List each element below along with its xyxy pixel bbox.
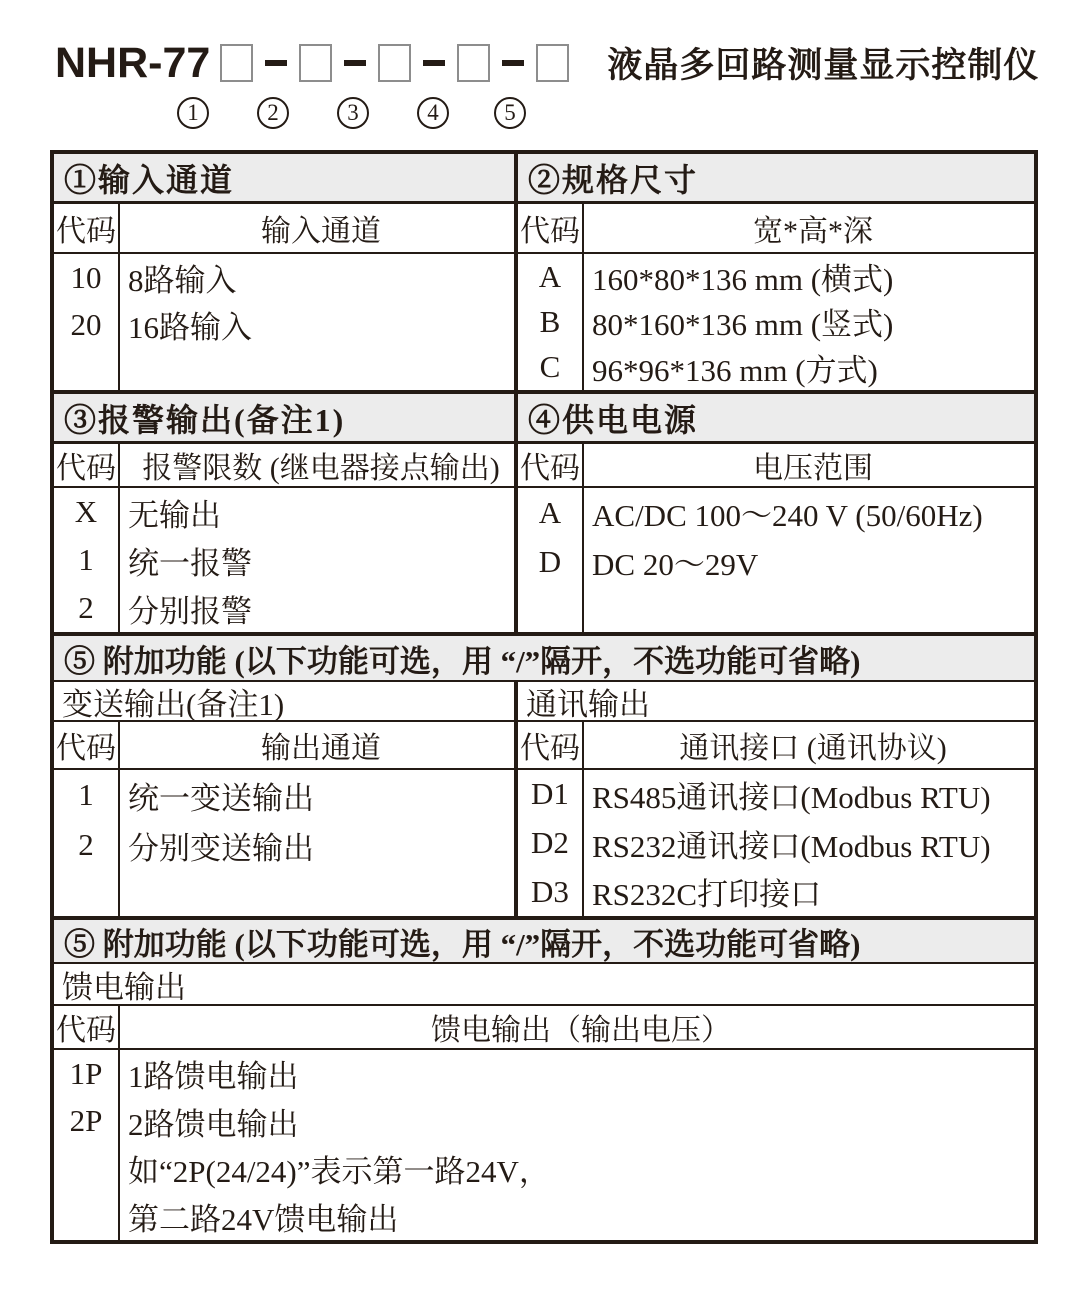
desc-cell: 第二路24V馈电输出 [128,1201,399,1237]
model-code-box-2 [299,44,332,82]
code-cell: 1 [78,542,94,577]
column-header-code: 代码 [518,204,584,252]
section4-banner-row [54,920,1034,964]
desc-cell: RS232C打印接口 [592,877,822,913]
section2-header-row [54,394,1034,444]
model-number-line [55,38,1039,88]
subtitle-feed-output: 馈电输出 [62,969,186,1005]
column-header-code: 代码 [54,722,120,768]
code-cell: 2 [78,590,94,625]
column-header-code: 代码 [518,444,584,486]
code-cell: D1 [531,776,569,812]
model-code-box-1 [220,44,253,82]
dash-separator [502,60,524,66]
code-cell: 1 [78,777,94,812]
dash-separator [265,60,287,66]
section1-header-row [54,154,1034,204]
model-prefix: NHR-77 [55,39,211,87]
code-cell: C [539,349,561,385]
column-header-feed-output-voltage: 馈电输出（输出电压） [431,1014,731,1047]
model-code-box-3 [378,44,411,82]
position-label-1: 1 [177,97,209,129]
product-name: 液晶多回路测量显示控制仪 [607,46,1040,85]
model-code-box-4 [457,44,490,82]
subtitle-communication-output: 通讯输出 [526,686,650,722]
section3-subtitle-row [54,682,1034,722]
code-cell: D3 [531,873,569,909]
desc-cell: 16路输入 [128,310,252,345]
banner-additional-functions: ⑤ 附加功能 (以下功能可选，用 “/”隔开，不选功能可省略) [64,643,861,679]
code-cell: 10 [70,259,102,295]
desc-cell: 分别变送输出 [128,830,314,866]
column-header-alarm-limits: 报警限数 (继电器接点输出) [142,452,500,485]
desc-cell: 160*80*136 mm (横式) [592,262,894,298]
section1-body-row [54,254,1034,394]
code-cell: D2 [531,825,569,860]
section4-column-header-row [54,1006,1034,1050]
header-power-supply: ④供电电源 [528,401,699,438]
code-cell: 2P [69,1103,103,1139]
desc-cell: RS485通讯接口(Modbus RTU) [592,779,991,815]
column-header-code: 代码 [518,722,584,768]
dash-separator [344,60,366,66]
desc-cell: 统一报警 [128,545,252,581]
desc-cell: 2路馈电输出 [128,1106,299,1142]
section4-body-row [54,1050,1034,1240]
column-header-code: 代码 [54,1006,120,1048]
model-selection-table [50,150,1038,1244]
code-cell: A [538,494,562,530]
code-cell: 20 [70,306,102,342]
code-cell: X [74,494,98,529]
position-label-5: 5 [494,97,526,129]
code-cell: 1P [69,1055,103,1091]
dash-separator [423,60,445,66]
desc-cell: RS232通讯接口(Modbus RTU) [592,828,991,864]
desc-cell: AC/DC 100～240 V (50/60Hz) [592,498,983,533]
header-size-spec: ②规格尺寸 [528,161,699,198]
section4-subtitle-row [54,964,1034,1006]
desc-cell: DC 20～29V [592,547,759,582]
desc-cell: 无输出 [128,497,221,533]
desc-cell: 96*96*136 mm (方式) [592,352,878,388]
desc-cell: 80*160*136 mm (竖式) [592,307,894,343]
section2-column-header-row [54,444,1034,488]
column-header-output-channel: 输出通道 [261,732,381,765]
desc-cell: 分别报警 [128,593,252,629]
column-header-code: 代码 [54,444,120,486]
code-cell: B [539,303,561,339]
column-header-voltage-range: 电压范围 [753,452,873,485]
header-alarm-output: ③报警输出(备注1) [54,394,518,441]
header-input-channel: ①输入通道 [54,154,518,201]
section2-body-row [54,488,1034,636]
column-header-code: 代码 [54,204,120,252]
desc-cell: 8路输入 [128,263,237,298]
section1-column-header-row [54,204,1034,254]
column-header-comm-interface: 通讯接口 (通讯协议) [679,732,947,765]
section3-body-row [54,770,1034,920]
desc-cell: 如“2P(24/24)”表示第一路24V， [128,1154,550,1190]
desc-cell: 1路馈电输出 [128,1059,299,1095]
desc-cell: 统一变送输出 [128,780,314,816]
banner-additional-functions: ⑤ 附加功能 (以下功能可选，用 “/”隔开，不选功能可省略) [64,926,861,962]
section3-banner-row [54,636,1034,682]
position-label-4: 4 [417,97,449,129]
model-code-box-5 [536,44,569,82]
code-cell: 2 [78,827,94,862]
code-cell [54,1193,118,1241]
code-cell: D [538,543,562,579]
code-cell [54,1145,118,1193]
subtitle-transmit-output: 变送输出(备注1) [54,682,518,720]
column-header-dimensions: 宽*高*深 [753,215,873,248]
position-label-2: 2 [257,97,289,129]
section3-column-header-row [54,722,1034,770]
code-cell: A [538,258,562,294]
position-label-3: 3 [337,97,369,129]
column-header-input-channel: 输入通道 [261,215,381,248]
